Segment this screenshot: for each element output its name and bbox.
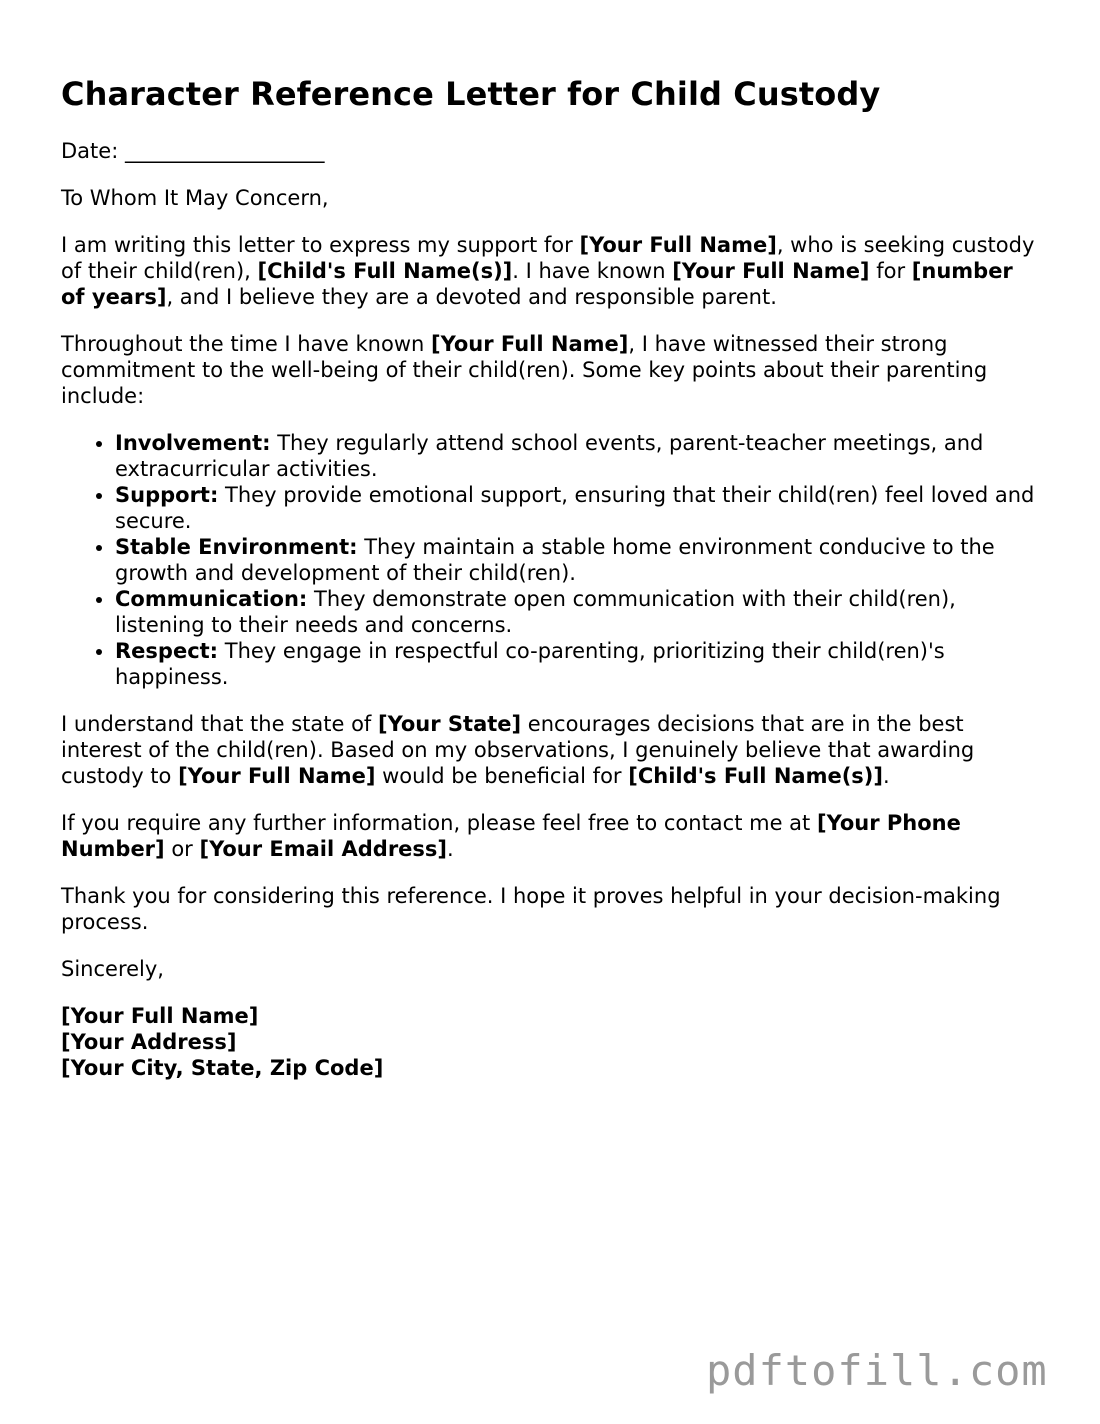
text-run: for — [869, 259, 912, 283]
salutation: To Whom It May Concern, — [61, 186, 329, 210]
signature-name: [Your Full Name] — [61, 1004, 259, 1028]
point-label: Stable Environment: — [115, 535, 358, 559]
paragraph-state — [61, 711, 1036, 789]
point-text: They regularly attend school events, parent-teacher meetings, and extracurricular activities. — [115, 431, 984, 481]
placeholder-your-state: [Your State] — [377, 712, 522, 736]
text-run: , and I believe they are a devoted and responsible parent. — [166, 285, 777, 309]
text-run: Throughout the time I have known — [61, 332, 431, 356]
paragraph-witnessed — [61, 331, 1036, 409]
list-item — [115, 534, 1036, 586]
point-label: Respect: — [115, 639, 219, 663]
point-text: They demonstrate open communication with their child(ren), listening to their needs and concerns. — [115, 587, 956, 637]
placeholder-your-full-name: [Your Full Name] — [579, 233, 777, 257]
text-run: would be beneficial for — [375, 764, 629, 788]
placeholder-email-address: [Your Email Address] — [199, 837, 448, 861]
point-label: Support: — [115, 483, 219, 507]
parenting-points-list — [61, 430, 1036, 690]
text-run: , who is seeking custody of their child(ren), — [61, 233, 1035, 283]
point-text: They engage in respectful co-parenting, prioritizing their child(ren)'s happiness. — [115, 639, 945, 689]
text-run: . I have known — [512, 259, 673, 283]
text-run: encourages decisions that are in the best interest of the child(ren). Based on my observations, I genuinely believe that awarding custody to — [61, 712, 975, 788]
list-item — [115, 638, 1036, 690]
signature-address: [Your Address] — [61, 1030, 237, 1054]
text-run: If you require any further information, please feel free to contact me at — [61, 811, 817, 835]
placeholder-your-full-name: [Your Full Name] — [672, 259, 870, 283]
closing: Sincerely, — [61, 957, 164, 981]
paragraph-thanks: Thank you for considering this reference. I hope it proves helpful in your decision-making process. — [61, 884, 1001, 934]
signature-block — [61, 1003, 1036, 1081]
date-blank-field: ___________________ — [124, 139, 325, 163]
placeholder-phone-number: [Your Phone Number] — [61, 811, 961, 861]
point-text: They provide emotional support, ensuring that their child(ren) feel loved and secure. — [115, 483, 1035, 533]
letter-title: Character Reference Letter for Child Custody — [61, 75, 881, 113]
paragraph-contact — [61, 810, 1036, 862]
text-run: or — [164, 837, 200, 861]
text-run: I understand that the state of — [61, 712, 378, 736]
placeholder-childs-full-name: [Child's Full Name(s)] — [628, 764, 883, 788]
letter-page — [61, 72, 1036, 1081]
point-text: They maintain a stable home environment conducive to the growth and development of their child(ren). — [115, 535, 995, 585]
signature-city-state-zip: [Your City, State, Zip Code] — [61, 1056, 384, 1080]
placeholder-your-full-name: [Your Full Name] — [430, 332, 629, 356]
text-run: , I have witnessed their strong commitment to the well-being of their child(ren). Some key points about their parenting include: — [61, 332, 988, 408]
point-label: Involvement: — [115, 431, 271, 455]
date-label: Date: — [61, 139, 119, 163]
watermark: pdftofill.com — [706, 1346, 1048, 1395]
list-item — [115, 482, 1036, 534]
text-run: . — [882, 764, 890, 788]
date-line — [61, 138, 1036, 164]
text-run: . — [447, 837, 454, 861]
placeholder-childs-full-name: [Child's Full Name(s)] — [257, 259, 513, 283]
list-item — [115, 586, 1036, 638]
text-run: I am writing this letter to express my support for — [61, 233, 580, 257]
list-item — [115, 430, 1036, 482]
point-label: Communication: — [115, 587, 308, 611]
placeholder-your-full-name: [Your Full Name] — [178, 764, 376, 788]
placeholder-number-of-years: [number of years] — [61, 259, 1013, 309]
paragraph-support — [61, 232, 1036, 310]
